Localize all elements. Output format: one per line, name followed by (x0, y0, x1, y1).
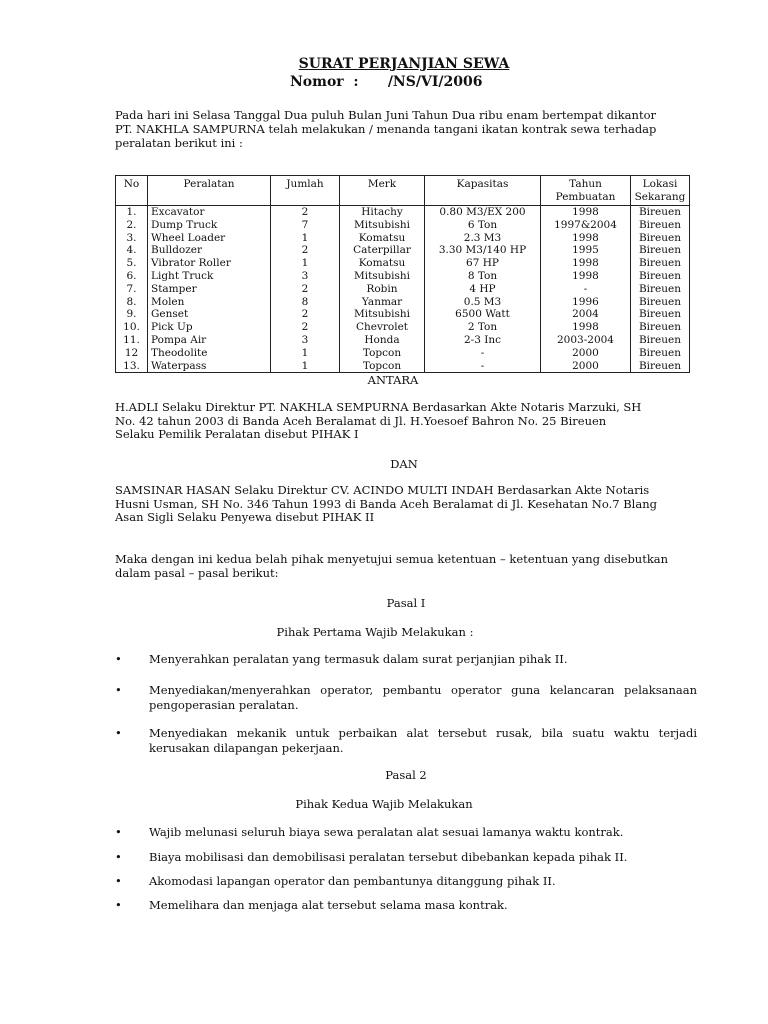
agreement-line: dalam pasal – pasal berikut: (115, 565, 279, 580)
table-row (116, 347, 690, 360)
cell-peralatan: Dump Truck (148, 219, 271, 232)
cell-no: 12 (116, 347, 148, 360)
intro-line: PT. NAKHLA SAMPURNA telah melakukan / menanda tangani ikatan kontrak sewa terhadap (115, 122, 657, 136)
cell-lokasi: Bireuen (631, 270, 690, 283)
cell-no: 4. (116, 244, 148, 257)
cell-lokasi: Bireuen (631, 232, 690, 245)
pasal-1-item-text: Menyediakan/menyerahkan operator, pembantu operator guna kelancaran pelaksanaan pengoperasian peralatan. (149, 683, 697, 712)
cell-peralatan: Waterpass (148, 360, 271, 373)
cell-no: 13. (116, 360, 148, 373)
cell-merk: Mitsubishi (340, 308, 425, 321)
document-number: Nomor : /NS/VI/2006 (290, 74, 483, 90)
cell-merk: Mitsubishi (340, 219, 425, 232)
cell-kapasitas: 8 Ton (425, 270, 541, 283)
pasal-1-subheading: Pihak Pertama Wajib Melakukan : (276, 625, 474, 639)
cell-peralatan: Wheel Loader (148, 232, 271, 245)
cell-merk: Topcon (340, 347, 425, 360)
party-one-line: Selaku Pemilik Peralatan disebut PIHAK I (115, 427, 359, 441)
table-body (116, 206, 690, 373)
cell-peralatan: Pick Up (148, 321, 271, 334)
cell-jumlah: 2 (271, 308, 340, 321)
cell-lokasi: Bireuen (631, 308, 690, 321)
cell-lokasi: Bireuen (631, 206, 690, 219)
col-header-jumlah: Jumlah (271, 176, 340, 206)
cell-tahun: 1996 (541, 296, 631, 309)
col-header-lokasi (631, 176, 690, 206)
table-row (116, 296, 690, 309)
cell-kapasitas: - (425, 347, 541, 360)
cell-kapasitas: 2.3 M3 (425, 232, 541, 245)
cell-no: 9. (116, 308, 148, 321)
cell-jumlah: 2 (271, 206, 340, 219)
cell-jumlah: 2 (271, 321, 340, 334)
cell-lokasi: Bireuen (631, 347, 690, 360)
cell-jumlah: 3 (271, 270, 340, 283)
cell-no: 3. (116, 232, 148, 245)
cell-merk: Caterpillar (340, 244, 425, 257)
cell-merk: Hitachy (340, 206, 425, 219)
bullet-icon: • (115, 898, 122, 912)
cell-no: 7. (116, 283, 148, 296)
intro-line: peralatan berikut ini : (115, 136, 243, 150)
col-header-tahun (541, 176, 631, 206)
cell-merk: Chevrolet (340, 321, 425, 334)
table-row (116, 206, 690, 219)
equipment-table (115, 175, 690, 373)
cell-tahun: - (541, 283, 631, 296)
cell-merk: Robin (340, 283, 425, 296)
cell-tahun: 1997&2004 (541, 219, 631, 232)
cell-lokasi: Bireuen (631, 334, 690, 347)
intro-line: Pada hari ini Selasa Tanggal Dua puluh Bulan Juni Tahun Dua ribu enam bertempat dikantor (115, 108, 656, 122)
col-header-peralatan: Peralatan (148, 176, 271, 206)
cell-merk: Komatsu (340, 232, 425, 245)
cell-jumlah: 1 (271, 257, 340, 270)
cell-jumlah: 2 (271, 283, 340, 296)
cell-tahun: 1995 (541, 244, 631, 257)
cell-peralatan: Pompa Air (148, 334, 271, 347)
cell-peralatan: Genset (148, 308, 271, 321)
col-header-lokasi-line1: Lokasi (642, 178, 678, 190)
party-two-line: SAMSINAR HASAN Selaku Direktur CV. ACINDO MULTI INDAH Berdasarkan Akte Notaris (115, 483, 650, 497)
cell-merk: Honda (340, 334, 425, 347)
cell-peralatan: Stamper (148, 283, 271, 296)
cell-lokasi: Bireuen (631, 283, 690, 296)
pasal-1-item-text: Menyediakan mekanik untuk perbaikan alat tersebut rusak, bila suatu waktu terjadi kerusakan dilapangan pekerjaan. (149, 726, 697, 755)
table-row (116, 308, 690, 321)
cell-jumlah: 1 (271, 360, 340, 373)
party-one-line: H.ADLI Selaku Direktur PT. NAKHLA SEMPURNA Berdasarkan Akte Notaris Marzuki, SH (115, 400, 642, 414)
cell-jumlah: 2 (271, 244, 340, 257)
table-row (116, 232, 690, 245)
cell-merk: Yanmar (340, 296, 425, 309)
cell-jumlah: 1 (271, 347, 340, 360)
party-two-paragraph (115, 484, 697, 525)
table-row (116, 283, 690, 296)
cell-tahun: 1998 (541, 206, 631, 219)
bullet-icon: • (115, 874, 122, 888)
cell-peralatan: Light Truck (148, 270, 271, 283)
cell-no: 11. (116, 334, 148, 347)
cell-jumlah: 3 (271, 334, 340, 347)
cell-tahun: 1998 (541, 321, 631, 334)
agreement-paragraph (115, 553, 697, 580)
cell-lokasi: Bireuen (631, 244, 690, 257)
cell-jumlah: 8 (271, 296, 340, 309)
cell-merk: Topcon (340, 360, 425, 373)
cell-lokasi: Bireuen (631, 321, 690, 334)
cell-peralatan: Molen (148, 296, 271, 309)
antara-heading: ANTARA (367, 373, 419, 387)
cell-jumlah: 7 (271, 219, 340, 232)
pasal-1-item-text: Menyerahkan peralatan yang termasuk dalam surat perjanjian pihak II. (149, 652, 568, 666)
cell-peralatan: Vibrator Roller (148, 257, 271, 270)
cell-no: 10. (116, 321, 148, 334)
pasal-2-item-text: Wajib melunasi seluruh biaya sewa peralatan alat sesuai lamanya waktu kontrak. (149, 825, 624, 839)
cell-jumlah: 1 (271, 232, 340, 245)
bullet-icon: • (115, 850, 122, 864)
bullet-icon: • (115, 683, 122, 697)
pasal-2-item-text: Akomodasi lapangan operator dan pembantunya ditanggung pihak II. (149, 874, 556, 888)
agreement-line: Maka dengan ini kedua belah pihak menyetujui semua ketentuan – ketentuan yang disebutkan (115, 552, 669, 566)
document-title: SURAT PERJANJIAN SEWA (298, 56, 510, 72)
table-header-row (116, 176, 690, 206)
table-row (116, 257, 690, 270)
col-header-lokasi-line2: Sekarang (634, 190, 686, 203)
intro-paragraph (115, 108, 705, 150)
cell-peralatan: Theodolite (148, 347, 271, 360)
cell-kapasitas: 4 HP (425, 283, 541, 296)
cell-no: 1. (116, 206, 148, 219)
cell-peralatan: Excavator (148, 206, 271, 219)
cell-tahun: 1998 (541, 270, 631, 283)
cell-lokasi: Bireuen (631, 219, 690, 232)
col-header-tahun-line2: Pembuatan (555, 190, 616, 203)
cell-peralatan: Bulldozer (148, 244, 271, 257)
col-header-kapasitas: Kapasitas (425, 176, 541, 206)
col-header-merk: Merk (340, 176, 425, 206)
cell-no: 2. (116, 219, 148, 232)
cell-tahun: 2003-2004 (541, 334, 631, 347)
party-two-line: Asan Sigli Selaku Penyewa disebut PIHAK II (115, 510, 375, 524)
cell-no: 8. (116, 296, 148, 309)
table-row (116, 270, 690, 283)
cell-tahun: 2000 (541, 360, 631, 373)
cell-kapasitas: 0.5 M3 (425, 296, 541, 309)
pasal-2-heading: Pasal 2 (385, 768, 427, 782)
bullet-icon: • (115, 652, 122, 666)
table-row (116, 219, 690, 232)
cell-kapasitas: 2 Ton (425, 321, 541, 334)
party-one-paragraph (115, 401, 697, 442)
table-row (116, 334, 690, 347)
party-one-line: No. 42 tahun 2003 di Banda Aceh Beralamat di Jl. H.Yoesoef Bahron No. 25 Bireuen (115, 413, 607, 428)
pasal-1-heading: Pasal I (386, 596, 426, 610)
table-row (116, 360, 690, 373)
pasal-2-subheading: Pihak Kedua Wajib Melakukan (295, 797, 473, 811)
cell-lokasi: Bireuen (631, 257, 690, 270)
cell-tahun: 1998 (541, 232, 631, 245)
cell-kapasitas: 2-3 Inc (425, 334, 541, 347)
pasal-2-item-text: Biaya mobilisasi dan demobilisasi peralatan tersebut dibebankan kepada pihak II. (149, 850, 628, 864)
cell-kapasitas: 6 Ton (425, 219, 541, 232)
table-row (116, 244, 690, 257)
dan-heading: DAN (390, 457, 418, 471)
bullet-icon: • (115, 726, 122, 740)
cell-kapasitas: 3.30 M3/140 HP (425, 244, 541, 257)
cell-kapasitas: 67 HP (425, 257, 541, 270)
bullet-icon: • (115, 825, 122, 839)
cell-tahun: 1998 (541, 257, 631, 270)
cell-kapasitas: 6500 Watt (425, 308, 541, 321)
cell-lokasi: Bireuen (631, 360, 690, 373)
col-header-no: No (116, 176, 148, 206)
cell-tahun: 2004 (541, 308, 631, 321)
cell-no: 5. (116, 257, 148, 270)
cell-kapasitas: - (425, 360, 541, 373)
party-two-line: Husni Usman, SH No. 346 Tahun 1993 di Banda Aceh Beralamat di Jl. Kesehatan No.7 Blang (115, 496, 657, 511)
cell-merk: Mitsubishi (340, 270, 425, 283)
cell-kapasitas: 0.80 M3/EX 200 (425, 206, 541, 219)
cell-tahun: 2000 (541, 347, 631, 360)
cell-merk: Komatsu (340, 257, 425, 270)
cell-no: 6. (116, 270, 148, 283)
cell-lokasi: Bireuen (631, 296, 690, 309)
table-row (116, 321, 690, 334)
col-header-tahun-line1: Tahun (569, 178, 602, 190)
pasal-2-item-text: Memelihara dan menjaga alat tersebut selama masa kontrak. (149, 898, 508, 912)
